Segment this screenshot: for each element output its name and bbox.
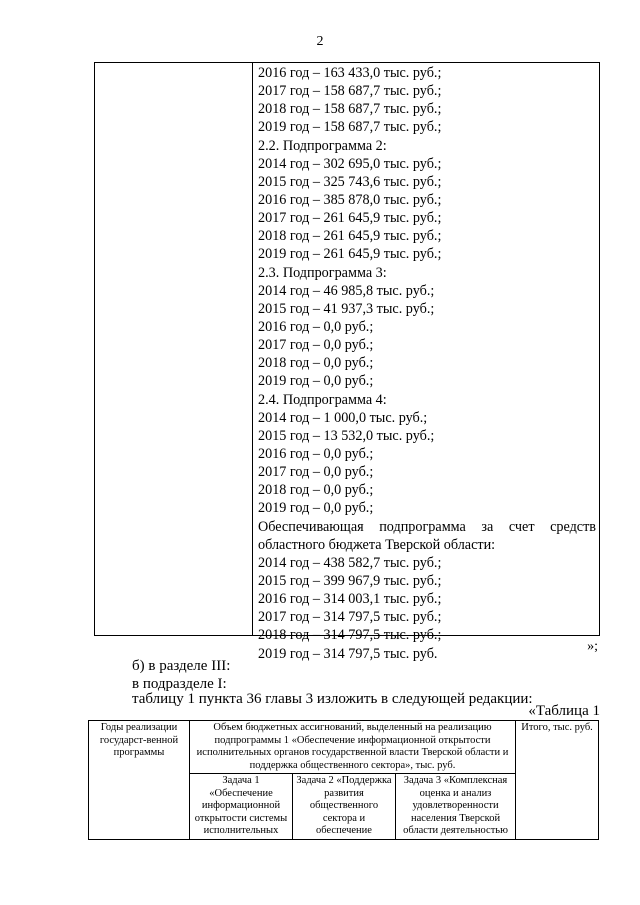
funding-line: 2017 год – 0,0 руб.; <box>258 337 374 354</box>
funding-line: 2015 год – 41 937,3 тыс. руб.; <box>258 300 435 317</box>
table-caption: «Таблица 1 <box>528 703 600 719</box>
years-header: Годы реализации государст-венной программы <box>89 721 190 840</box>
funding-line: 2014 год – 1 000,0 тыс. руб.; <box>258 409 428 426</box>
support-funding-line: 2018 год – 314 797,5 тыс. руб.; <box>258 627 442 644</box>
funding-line: 2016 год – 163 433,0 тыс. руб.; <box>258 65 442 81</box>
funding-line: 2015 год – 13 532,0 тыс. руб.; <box>258 427 435 444</box>
funding-line: 2.2. Подпрограмма 2: <box>258 137 387 154</box>
support-subprogram-line-2: областного бюджета Тверской области: <box>258 536 496 553</box>
total-header: Итого, тыс. руб. <box>516 721 599 840</box>
funding-line: 2015 год – 325 743,6 тыс. руб.; <box>258 173 442 190</box>
funding-line: 2.3. Подпрограмма 3: <box>258 264 387 281</box>
funding-line: 2018 год – 261 645,9 тыс. руб.; <box>258 228 442 245</box>
paragraph-b: б) в разделе III: <box>132 658 231 674</box>
volume-header: Объем бюджетных ассигнований, выделенный на реализацию подпрограммы 1 «Обеспечение информационной открытости исполнительных органов государственной власти Тверской области и поддержка общественного сектора», тыс. руб. <box>190 721 516 774</box>
paragraph-table-instruction: таблицу 1 пункта 36 главы 3 изложить в следующей редакции: <box>132 691 533 707</box>
support-funding-line: 2017 год – 314 797,5 тыс. руб.; <box>258 609 442 626</box>
funding-line: 2014 год – 46 985,8 тыс. руб.; <box>258 282 435 299</box>
closing-quote: »; <box>587 639 598 654</box>
funding-line: 2016 год – 385 878,0 тыс. руб.; <box>258 191 442 208</box>
task-3-header: Задача 3 «Комплексная оценка и анализ удовлетворенности населения Тверской области деятельностью <box>396 774 516 840</box>
funding-line: 2017 год – 261 645,9 тыс. руб.; <box>258 210 442 227</box>
funding-line: 2017 год – 0,0 руб.; <box>258 464 374 481</box>
funding-line: 2016 год – 0,0 руб.; <box>258 445 374 462</box>
funding-line: 2016 год – 0,0 руб.; <box>258 318 374 335</box>
task-1-header: Задача 1 «Обеспечение информационной открытости системы исполнительных <box>190 774 293 840</box>
funding-line: 2019 год – 0,0 руб.; <box>258 373 374 390</box>
funding-line: 2018 год – 0,0 руб.; <box>258 355 374 372</box>
funding-line: 2019 год – 0,0 руб.; <box>258 500 374 517</box>
funding-line: 2018 год – 158 687,7 тыс. руб.; <box>258 101 442 118</box>
funding-lines <box>258 64 596 663</box>
funding-line: 2017 год – 158 687,7 тыс. руб.; <box>258 83 442 100</box>
task-2-header: Задача 2 «Поддержка развития общественного сектора и обеспечение <box>293 774 396 840</box>
funding-line: 2014 год – 302 695,0 тыс. руб.; <box>258 155 442 172</box>
page-number: 2 <box>316 34 324 49</box>
funding-line: 2018 год – 0,0 руб.; <box>258 482 374 499</box>
paragraph-subsection: в подразделе I: <box>132 676 227 692</box>
funding-table-divider <box>252 62 253 636</box>
support-funding-line: 2014 год – 438 582,7 тыс. руб.; <box>258 554 442 571</box>
support-subprogram-line-1: Обеспечивающая подпрограмма за счет средств <box>258 518 596 535</box>
support-funding-line: 2015 год – 399 967,9 тыс. руб.; <box>258 572 442 589</box>
appropriations-table <box>88 720 599 840</box>
support-funding-line: 2019 год – 314 797,5 тыс. руб. <box>258 645 438 662</box>
support-funding-line: 2016 год – 314 003,1 тыс. руб.; <box>258 591 442 608</box>
funding-line: 2019 год – 158 687,7 тыс. руб.; <box>258 119 442 136</box>
funding-line: 2019 год – 261 645,9 тыс. руб.; <box>258 246 442 263</box>
funding-line: 2.4. Подпрограмма 4: <box>258 391 387 408</box>
